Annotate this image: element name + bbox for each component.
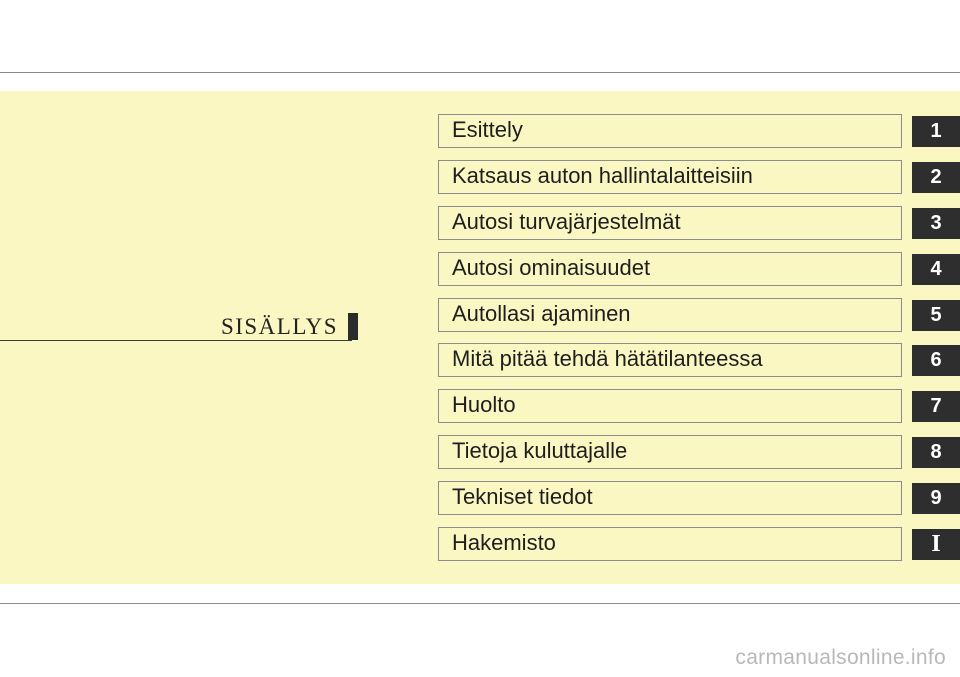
chapter-tab-3[interactable]: 3 <box>912 208 960 239</box>
section-marker-block <box>348 313 358 340</box>
toc-item-4[interactable] <box>438 252 902 286</box>
toc-item-8[interactable] <box>438 435 902 469</box>
toc-item-10[interactable] <box>438 527 902 561</box>
toc-item-2[interactable] <box>438 160 902 194</box>
chapter-tab-2[interactable]: 2 <box>912 162 960 193</box>
chapter-tab-1[interactable]: 1 <box>912 116 960 147</box>
chapter-tab-4[interactable]: 4 <box>912 254 960 285</box>
toc-item-9[interactable] <box>438 481 902 515</box>
chapter-tab-5[interactable]: 5 <box>912 300 960 331</box>
toc-item-label: Autosi ominaisuudet <box>452 255 651 280</box>
section-underline <box>0 340 352 341</box>
chapter-tab-9[interactable]: 9 <box>912 483 960 514</box>
toc-item-label: Tekniset tiedot <box>452 484 593 509</box>
section-header <box>0 306 358 342</box>
chapter-tab-6[interactable]: 6 <box>912 345 960 376</box>
toc-item-3[interactable] <box>438 206 902 240</box>
top-rule <box>0 72 960 73</box>
bottom-rule <box>0 603 960 604</box>
toc-item-7[interactable] <box>438 389 902 423</box>
chapter-tab-7[interactable]: 7 <box>912 391 960 422</box>
toc-item-label: Autollasi ajaminen <box>452 301 631 326</box>
chapter-tab-index[interactable]: I <box>912 529 960 560</box>
toc-item-1[interactable] <box>438 114 902 148</box>
section-title: SISÄLLYS <box>220 314 338 339</box>
toc-item-label: Katsaus auton hallintalaitteisiin <box>452 163 753 188</box>
toc-item-label: Mitä pitää tehdä hätätilanteessa <box>452 346 763 371</box>
toc-item-label: Esittely <box>452 117 523 142</box>
toc-item-label: Tietoja kuluttajalle <box>452 438 628 463</box>
watermark-text: carmanualsonline.info <box>735 646 946 669</box>
toc-item-label: Autosi turvajärjestelmät <box>452 209 681 234</box>
toc-item-label: Huolto <box>452 392 516 417</box>
chapter-tab-8[interactable]: 8 <box>912 437 960 468</box>
toc-item-5[interactable] <box>438 298 902 332</box>
toc-item-label: Hakemisto <box>452 530 556 555</box>
toc-item-6[interactable] <box>438 343 902 377</box>
